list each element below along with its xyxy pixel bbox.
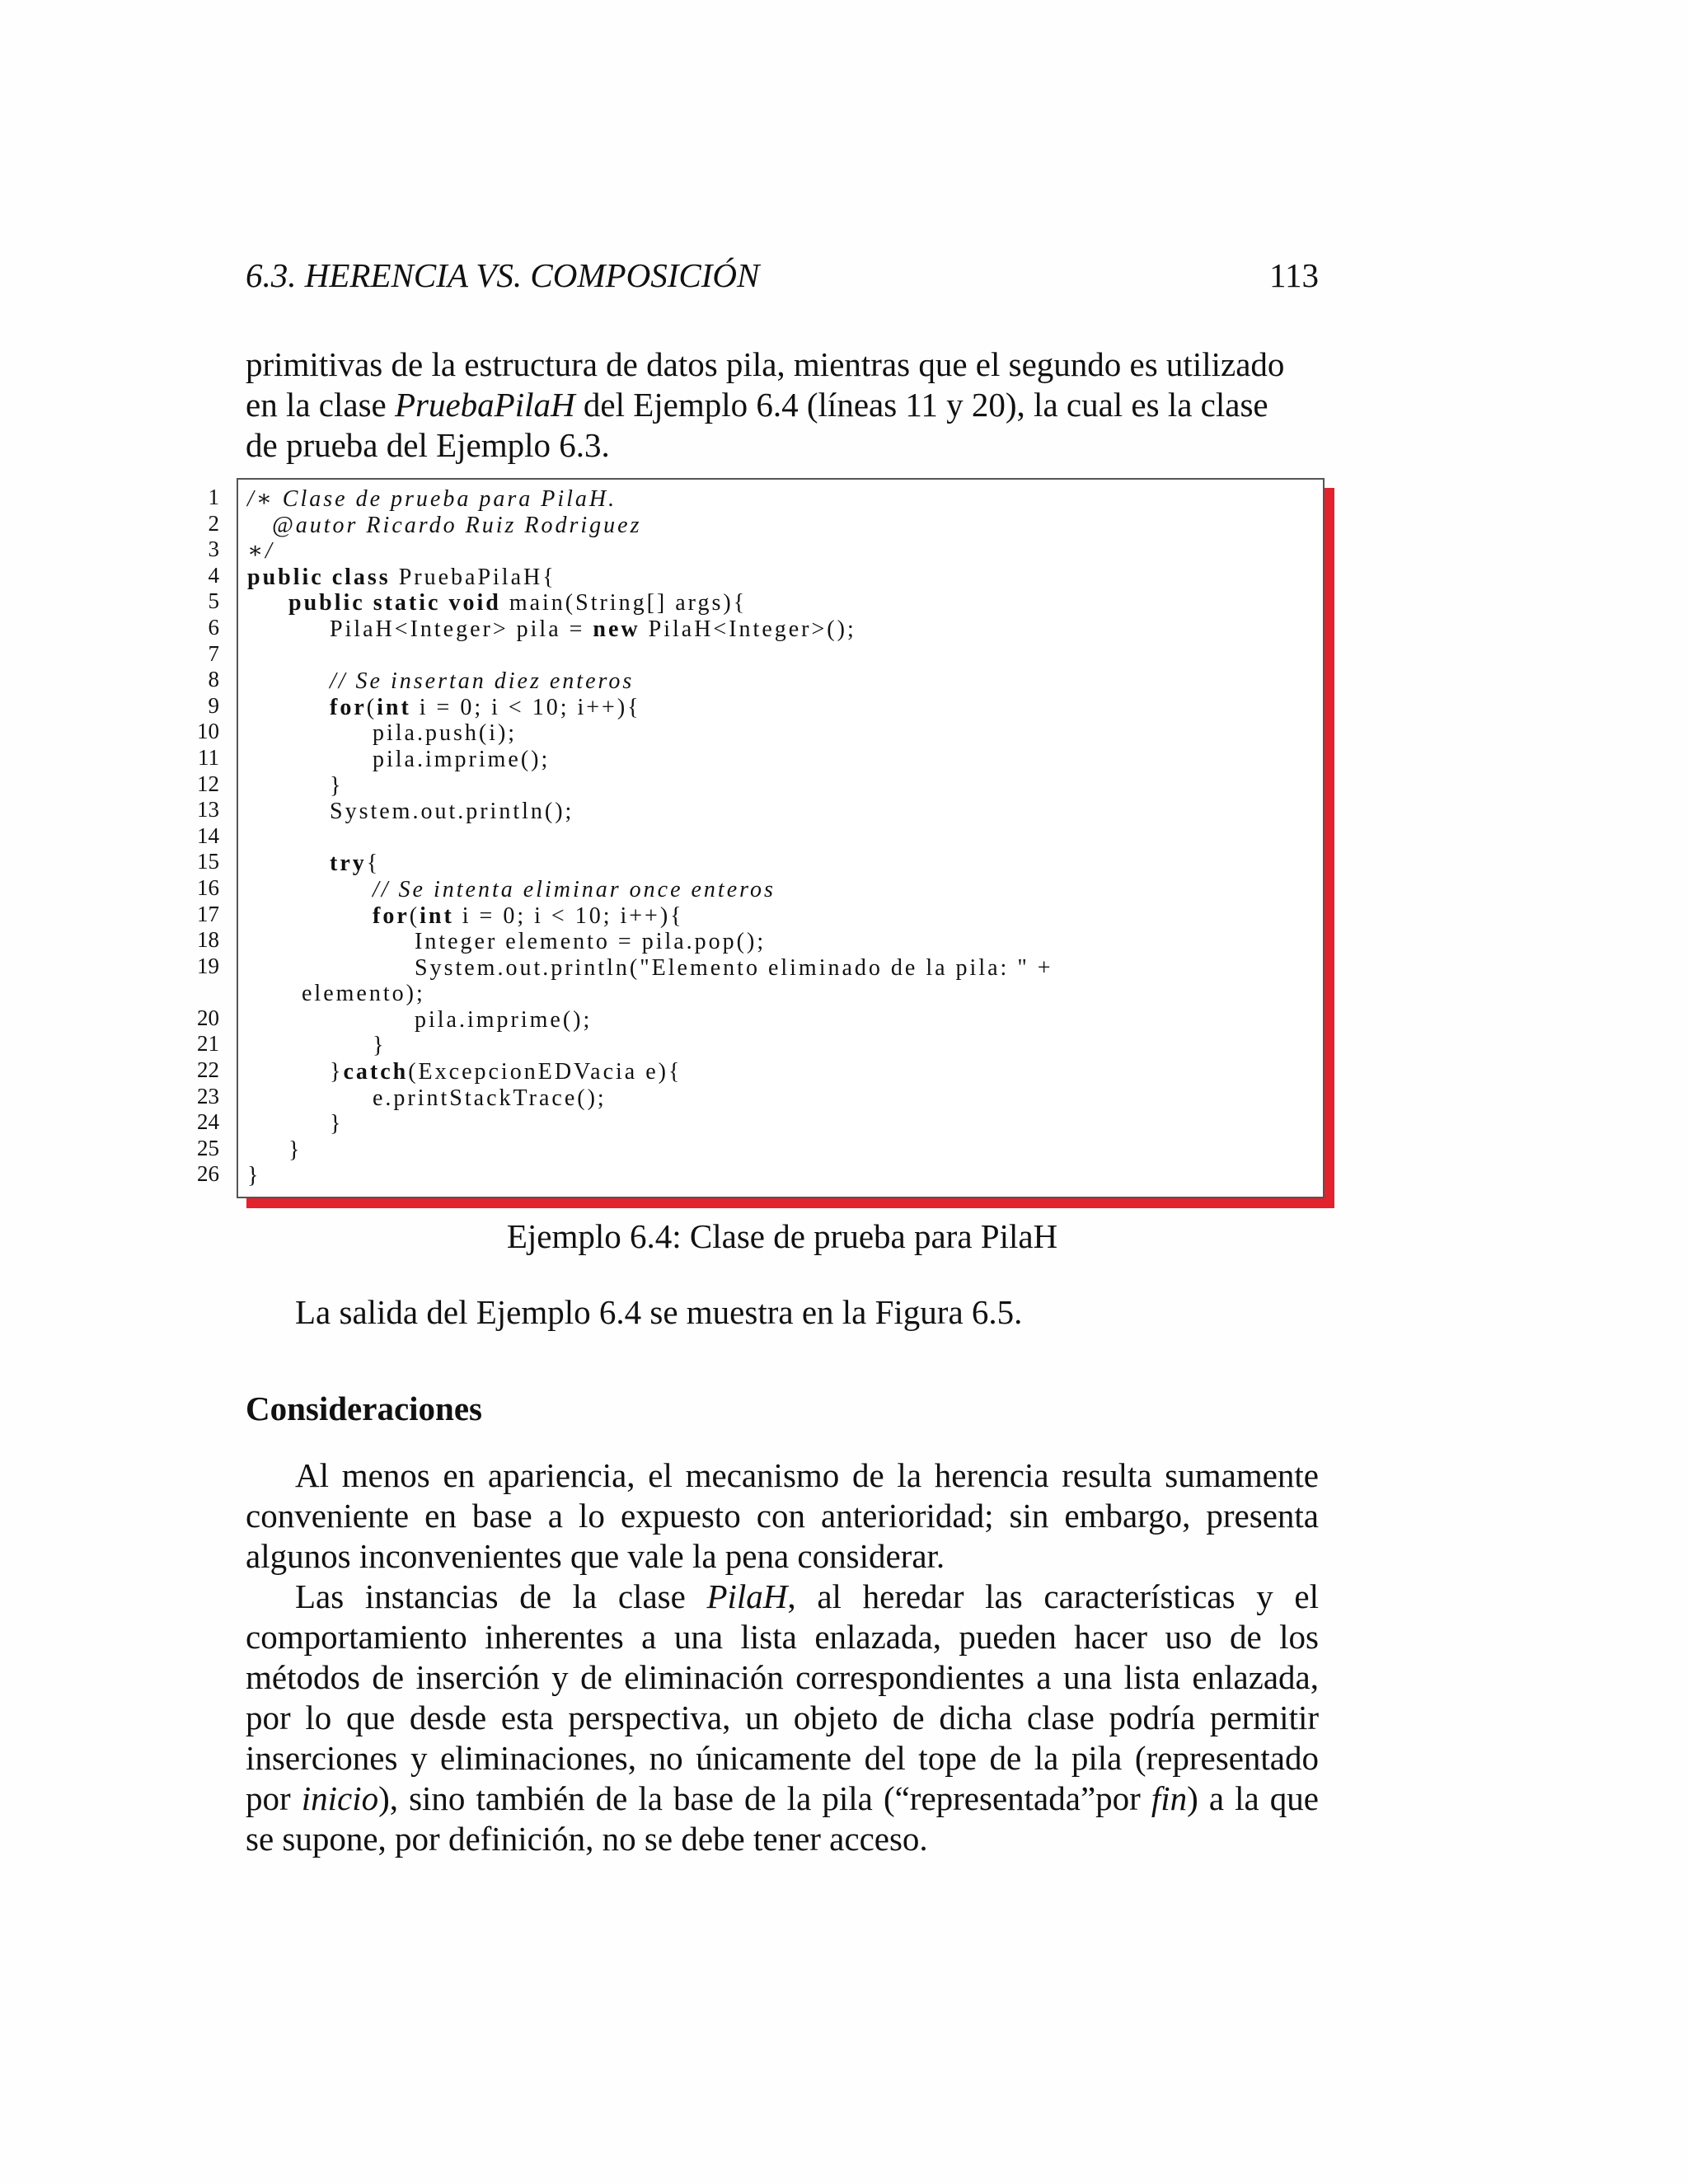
class-name-ref: PruebaPilaH	[394, 386, 575, 424]
code-text: (ExcepcionEDVacia e){	[408, 1059, 682, 1085]
keyword: catch	[343, 1059, 409, 1085]
section-heading: 6.3. HERENCIA VS. COMPOSICIÓN	[246, 256, 760, 294]
line-number: 11	[198, 744, 219, 770]
line-number: 4	[208, 562, 219, 588]
listing-caption: Ejemplo 6.4: Clase de prueba para PilaH	[506, 1217, 1058, 1255]
line-number: 17	[197, 901, 219, 926]
paragraph-1: Al menos en apariencia, el mecanismo de la herencia resulta sumamente conveniente en base a lo expuesto con anterioridad; sin embargo, presenta algunos inconvenientes que vale la pena considerar.	[246, 1456, 1319, 1575]
line-number: 3	[208, 537, 219, 562]
line-number: 10	[197, 719, 219, 744]
line-number: 13	[197, 797, 219, 823]
code-line	[247, 695, 1053, 721]
code-line: pila.imprime();	[415, 1006, 593, 1033]
listing-frame	[237, 478, 1325, 1198]
code-text: (	[366, 694, 377, 720]
code-line: ∗/	[247, 538, 274, 565]
line-number: 12	[197, 771, 219, 796]
keyword: public class	[247, 564, 391, 590]
paragraph-2	[246, 1577, 1319, 1859]
keyword: int	[377, 694, 411, 720]
page-number: 113	[1269, 256, 1319, 294]
code-line	[247, 851, 1053, 877]
code-text: (	[409, 902, 420, 929]
after-listing-text: La salida del Ejemplo 6.4 se muestra en la Figura 6.5.	[295, 1293, 1023, 1331]
code-line	[247, 903, 1053, 930]
code-text: PilaH<Integer>();	[640, 616, 856, 642]
code-line-empty	[247, 825, 1053, 851]
code-line: // Se intenta eliminar once enteros	[373, 876, 776, 902]
line-number: 21	[197, 1031, 219, 1057]
intro-line-1: primitivas de la estructura de datos pila, mientras que el segundo es utilizado	[246, 345, 1285, 383]
keyword: int	[420, 902, 454, 929]
keyword: new	[593, 616, 640, 642]
code-line: }	[330, 772, 344, 799]
code-line: }	[288, 1137, 302, 1163]
keyword: public static void	[288, 590, 501, 616]
line-number: 8	[208, 667, 219, 692]
line-number: 25	[197, 1135, 219, 1160]
code-block	[247, 486, 1053, 1189]
line-number: 7	[208, 640, 219, 666]
code-line: @autor Ricardo Ruiz Rodriguez	[247, 512, 642, 538]
code-line: pila.push(i);	[373, 720, 518, 747]
line-number: 9	[208, 692, 219, 718]
code-line	[247, 616, 1053, 643]
text-run: ), sino también de la base de la pila (“representada”por	[378, 1779, 1151, 1817]
code-text: i = 0; i < 10; i++){	[453, 902, 684, 929]
code-line: }	[247, 1163, 261, 1189]
code-line: }	[330, 1111, 344, 1137]
section-title: Consideraciones	[246, 1390, 482, 1427]
intro-line-2	[246, 385, 1319, 425]
keyword: for	[330, 694, 367, 720]
line-number: 2	[208, 510, 219, 536]
keyword: try	[330, 851, 367, 877]
line-number: 20	[197, 1005, 219, 1030]
variable-ref: inicio	[301, 1779, 379, 1817]
code-text: PruebaPilaH{	[390, 564, 556, 590]
code-line: e.printStackTrace();	[373, 1085, 607, 1111]
line-number: 5	[208, 588, 219, 614]
line-numbers	[165, 485, 219, 1188]
line-number: 26	[197, 1161, 219, 1187]
line-number: 1	[208, 485, 219, 509]
text-run: Las instancias de la clase	[295, 1577, 707, 1615]
intro-text: del Ejemplo 6.4 (líneas 11 y 20), la cual es la clase	[574, 386, 1268, 424]
intro-line-3: de prueba del Ejemplo 6.3.	[246, 426, 610, 464]
code-line	[247, 1059, 1053, 1085]
after-listing-paragraph	[246, 1292, 1319, 1333]
code-line	[247, 565, 1053, 591]
body-text	[246, 1455, 1319, 1859]
text-run: ) a la que se supone, por definición, no se debe tener acceso.	[246, 1779, 1319, 1858]
code-line: /∗ Clase de prueba para PilaH.	[247, 486, 617, 512]
line-number: 18	[197, 927, 219, 953]
intro-text: en la clase	[246, 386, 395, 424]
code-line: Integer elemento = pila.pop();	[415, 929, 767, 955]
code-text: PilaH<Integer> pila =	[330, 616, 593, 642]
code-text: {	[366, 851, 381, 877]
line-number: 15	[197, 849, 219, 874]
line-number: 23	[197, 1083, 219, 1108]
variable-ref: fin	[1151, 1779, 1188, 1817]
code-text: i = 0; i < 10; i++){	[410, 694, 641, 720]
line-number: 19	[197, 953, 219, 978]
code-line-empty	[247, 643, 1053, 669]
code-line	[247, 590, 1053, 616]
line-number: 24	[197, 1109, 219, 1135]
text-run: , al heredar las características y el comportamiento inherentes a una lista enlazada, pueden hacer uso de los métodos de inserción y de eliminación correspondientes a una lista enlazada, por lo que desde esta perspectiva, un objeto de dicha clase podría permitir inserciones y eliminaciones, no únicamente del tope de la pila (representado por	[246, 1577, 1319, 1817]
running-header	[246, 252, 1319, 298]
code-line: // Se insertan diez enteros	[330, 668, 635, 695]
line-number: 14	[197, 823, 219, 848]
code-text: }	[330, 1059, 344, 1085]
code-line: System.out.println("Elemento eliminado de la pila: " +	[415, 954, 1053, 981]
code-text: main(String[] args){	[500, 590, 748, 616]
class-name-ref: PilaH	[706, 1577, 788, 1615]
code-line: System.out.println();	[330, 799, 574, 825]
line-number: 22	[197, 1057, 219, 1083]
keyword: for	[373, 902, 410, 929]
code-line: }	[373, 1033, 387, 1059]
line-number: 16	[197, 874, 219, 900]
intro-paragraph	[246, 344, 1319, 466]
line-number: 6	[208, 614, 219, 640]
code-line-wrapped: elemento);	[302, 981, 425, 1007]
code-line: pila.imprime();	[373, 746, 551, 772]
code-listing	[237, 478, 1325, 1198]
line-number	[165, 979, 219, 1005]
